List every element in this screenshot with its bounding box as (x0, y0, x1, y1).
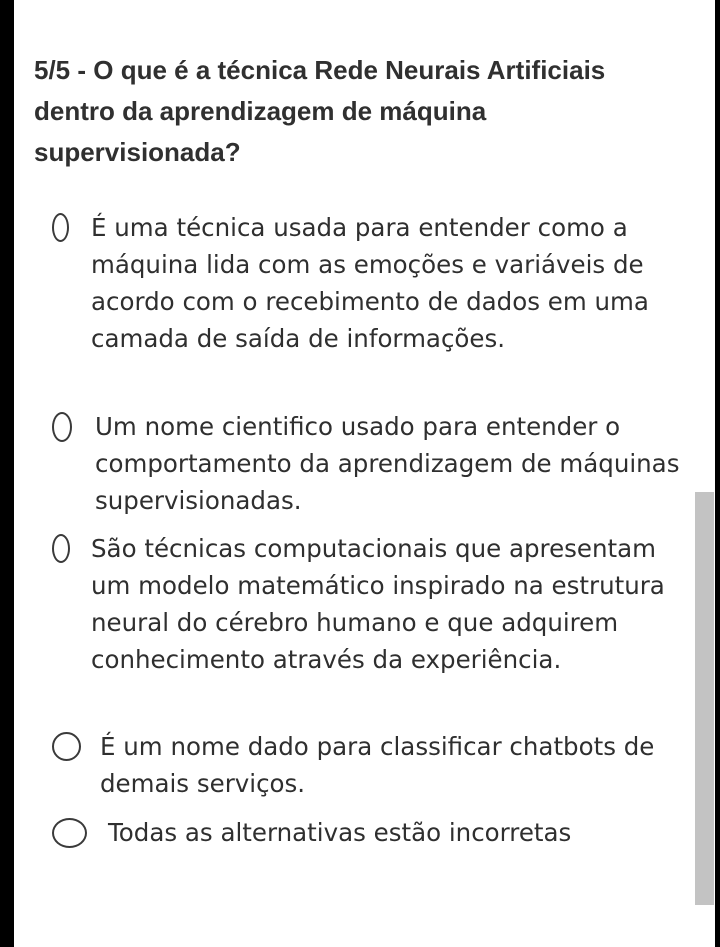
answer-option-label: É um nome dado para classificar chatbots de demais serviços. (100, 732, 655, 798)
answer-option-4[interactable] (52, 728, 690, 802)
radio-button[interactable] (52, 534, 70, 563)
answer-option-2[interactable] (52, 408, 695, 519)
answer-option-1[interactable] (52, 209, 691, 357)
scrollbar[interactable] (695, 492, 714, 905)
answer-option-label: É uma técnica usada para entender como a máquina lida com as emoções e variáveis de acordo com o recebimento de dados em uma camada de saída de informações. (91, 213, 649, 353)
answer-option-label: Todas as alternativas estão incorretas (108, 818, 572, 847)
radio-button[interactable] (52, 213, 69, 242)
radio-button[interactable] (52, 818, 87, 848)
answer-option-label: Um nome cientifico usado para entender o comportamento da aprendizagem de máquinas supervisionadas. (95, 412, 680, 515)
answer-option-3[interactable] (52, 530, 691, 678)
radio-button[interactable] (52, 412, 72, 442)
question-text: 5/5 - O que é a técnica Rede Neurais Artificiais dentro da aprendizagem de máquina supervisionada? (34, 55, 606, 167)
answer-option-5[interactable] (52, 814, 688, 851)
radio-button[interactable] (52, 732, 81, 761)
answer-option-label: São técnicas computacionais que apresentam um modelo matemático inspirado na estrutura neural do cérebro humano e que adquirem conhecimento através da experiência. (91, 534, 665, 674)
